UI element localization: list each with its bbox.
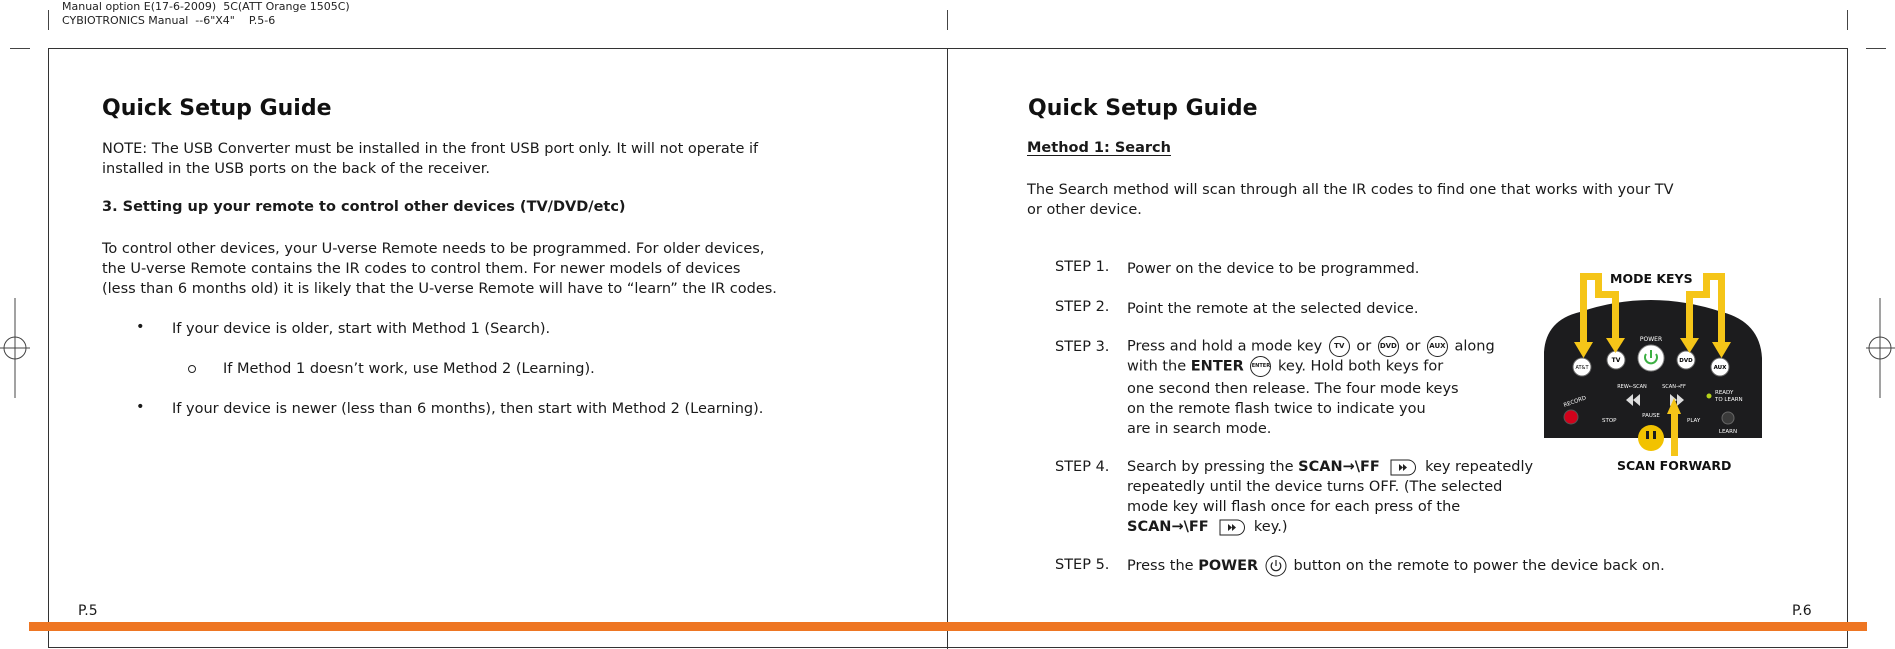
step-4-line-4-post: key.): [1253, 519, 1288, 535]
aux-button-label: AUX: [1713, 365, 1727, 371]
bullet-newer-device: If your device is newer (less than 6 months), then start with Method 2 (Learning).: [172, 401, 764, 417]
step-5-post: button on the remote to power the device back on.: [1293, 558, 1665, 574]
pause-button: [1638, 425, 1664, 451]
crop-mark: [1866, 48, 1886, 49]
step-3-line-2-post: key. Hold both keys for: [1278, 358, 1444, 375]
att-button-label: AT&T: [1575, 365, 1589, 371]
method-heading: Method 1: Search: [1027, 140, 1171, 156]
bullet-dot: •: [136, 399, 145, 415]
method-intro-line-1: The Search method will scan through all the IR codes to find one that works with your TV: [1027, 182, 1674, 198]
step-4-line-1: [1127, 457, 1533, 477]
crop-mark: [10, 48, 30, 49]
to-learn-label: TO LEARN: [1715, 397, 1743, 403]
step-4-pre: Search by pressing the: [1127, 459, 1294, 475]
dvd-key-icon: DVD: [1378, 336, 1399, 357]
step-3-line-2: [1127, 356, 1443, 377]
print-header-line-1: Manual option E(17-6-2009) 5C(ATT Orange 1505C): [62, 0, 350, 13]
circle-bullet: [188, 365, 196, 373]
step-3-or: or: [1405, 338, 1421, 355]
right-page-number: P.6: [1792, 603, 1812, 619]
print-header-line-2: CYBIOTRONICS Manual --6"X4" P.5-6: [62, 14, 276, 27]
scan-ff-key-icon: [1388, 459, 1416, 476]
section-heading: 3. Setting up your remote to control other devices (TV/DVD/etc): [102, 199, 626, 215]
aux-key-icon: AUX: [1427, 336, 1448, 357]
power-key-icon: [1265, 555, 1287, 577]
step-3-line-5: are in search mode.: [1127, 421, 1272, 437]
step-4-label: STEP 4.: [1055, 459, 1110, 475]
step-3-label: STEP 3.: [1055, 339, 1110, 355]
scan-ff-label: SCAN→\FF: [1298, 459, 1380, 475]
learn-label: LEARN: [1718, 429, 1738, 435]
right-page-title: Quick Setup Guide: [1028, 96, 1258, 121]
ready-label: READY: [1715, 390, 1734, 396]
bullet-dot: •: [136, 319, 145, 335]
bullet-older-device: If your device is older, start with Method 1 (Search).: [172, 321, 551, 337]
enter-key-icon: ENTER: [1250, 356, 1271, 377]
crop-mark: [1847, 10, 1848, 30]
tv-key-icon: TV: [1329, 336, 1350, 357]
page-divider: [947, 48, 948, 649]
step-3-line-3: one second then release. The four mode keys: [1127, 381, 1459, 397]
note-line-2: installed in the USB ports on the back of the receiver.: [102, 161, 490, 177]
remote-figure: [1540, 270, 1765, 460]
step-1-label: STEP 1.: [1055, 259, 1110, 275]
scan-ff-key-icon: [1217, 519, 1245, 536]
step-5-pre: Press the: [1127, 558, 1194, 574]
dvd-button-label: DVD: [1679, 358, 1693, 364]
learn-button: [1722, 412, 1734, 424]
step-4-post: key repeatedly: [1425, 459, 1534, 475]
note-line-1: NOTE: The USB Converter must be installed in the front USB port only. It will not operate if: [102, 141, 759, 157]
scan-ff-label: SCAN→\FF: [1127, 519, 1209, 535]
play-label: PLAY: [1687, 418, 1701, 424]
step-4-line-4: [1127, 517, 1288, 537]
mode-keys-callout: MODE KEYS: [1610, 271, 1693, 286]
step-3-pre: Press and hold a mode key: [1127, 338, 1323, 355]
step-3-or: or: [1356, 338, 1372, 355]
step-4-line-2: repeatedly until the device turns OFF. (The selected: [1127, 479, 1503, 495]
pause-label: PAUSE: [1642, 413, 1660, 419]
power-button-label: POWER: [1639, 336, 1663, 343]
step-3-line-4: on the remote flash twice to indicate you: [1127, 401, 1426, 417]
record-label: RECORD: [1562, 395, 1588, 409]
stop-label: STOP: [1602, 418, 1617, 424]
method-intro-line-2: or other device.: [1027, 202, 1142, 218]
scan-ff-remote-label: SCAN→FF: [1662, 384, 1686, 390]
enter-label: ENTER: [1190, 358, 1244, 375]
tv-button-label: TV: [1611, 357, 1621, 364]
intro-line-1: To control other devices, your U-verse Remote needs to be programmed. For older devices,: [102, 241, 765, 257]
left-page-number: P.5: [78, 603, 98, 619]
rew-scan-label: REW←SCAN: [1617, 384, 1647, 390]
sub-bullet-method2: If Method 1 doesn’t work, use Method 2 (Learning).: [223, 361, 595, 377]
intro-line-2: the U-verse Remote contains the IR codes to control them. For newer models of devices: [102, 261, 741, 277]
orange-footer-band: [29, 622, 1867, 631]
step-4-line-3: mode key will flash once for each press of the: [1127, 499, 1461, 515]
step-2-text: Point the remote at the selected device.: [1127, 301, 1419, 317]
step-5-label: STEP 5.: [1055, 557, 1110, 573]
step-2-label: STEP 2.: [1055, 299, 1110, 315]
step-3-with: with the: [1127, 358, 1187, 375]
power-label: POWER: [1198, 558, 1259, 574]
record-button: [1564, 410, 1578, 424]
step-5-text: [1127, 555, 1665, 577]
scan-forward-callout: SCAN FORWARD: [1617, 458, 1732, 473]
intro-line-3: (less than 6 months old) it is likely that the U-verse Remote will have to “learn” the IR codes.: [102, 281, 777, 297]
registration-mark-right: [1866, 298, 1895, 398]
ready-indicator: [1707, 394, 1712, 399]
step-3-post: along: [1454, 338, 1495, 355]
step-3-line-1: [1127, 336, 1495, 357]
left-page-title: Quick Setup Guide: [102, 96, 332, 121]
step-1-text: Power on the device to be programmed.: [1127, 261, 1420, 277]
crop-mark: [947, 10, 948, 30]
crop-mark: [48, 10, 49, 30]
registration-mark-left: [0, 298, 30, 398]
